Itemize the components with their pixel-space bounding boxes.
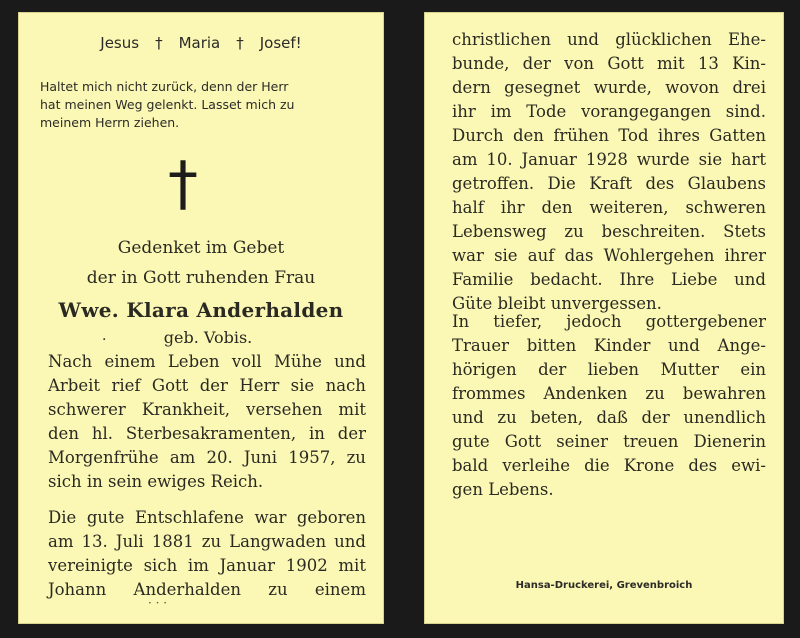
memorial-heading: Gedenket im Gebet [117,238,285,258]
verse-line: hat meinen Weg gelenkt. Lasset mich zu [40,97,295,112]
text-line: frommes Andenken zu bewahren [452,384,766,403]
holy-name: Maria [178,34,221,52]
text-line: Güte bleibt unvergessen. [452,294,662,313]
text-line: Durch den frühen Tod ihres Gatten [452,126,766,145]
memorial-subheading: der in Gott ruhenden Frau [86,268,316,288]
memorial-card-front [18,12,384,624]
memorial-card-back [424,12,784,624]
verse-line: Haltet mich nicht zurück, denn der Herr [40,79,289,94]
text-line: In tiefer, jedoch gottergebener [452,312,766,331]
text-line: bunde, der von Gott mit 13 Kin- [452,54,766,73]
text-line: den hl. Sterbesakramenten, in der [48,424,366,443]
text-line: christlichen und glücklichen Ehe- [452,30,766,49]
text-line: Lebensweg zu beschreiten. Stets [452,222,766,241]
holy-name: Josef! [259,34,302,52]
text-line: getroffen. Die Kraft des Glaubens [452,174,766,193]
text-line: Morgenfrühe am 20. Juni 1957, zu [48,448,366,467]
text-line: Familie bedacht. Ihre Liebe und [452,270,766,289]
obituary-paragraph-4 [452,310,766,502]
verse-line: meinem Herrn ziehen. [40,115,180,130]
text-line: dern gesegnet wurde, wovon drei [452,78,766,97]
text-line: und zu beten, daß der unendlich [452,408,766,427]
text-line: bald verleihe die Krone des ewi- [452,456,766,475]
printer-imprint: Hansa-Druckerei, Grevenbroich [515,580,693,591]
maiden-name: geb. Vobis. [163,328,253,347]
text-line: Arbeit rief Gott der Herr sie nach [48,376,366,395]
text-line: schwerer Krankheit, versehen mit [48,400,366,419]
cross-symbol: † [236,34,244,52]
text-line: Die gute Entschlafene war geboren [48,508,366,527]
decorative-mark: · · · [148,596,168,610]
decorative-dot: · [102,332,107,348]
deceased-name: Wwe. Klara Anderhalden [58,298,344,322]
text-line: half ihr den weiteren, schweren [452,198,766,217]
text-line: sich in sein ewiges Reich. [48,472,264,491]
text-line: Trauer bitten Kinder und Ange- [452,336,766,355]
text-line: gute Gott seiner treuen Dienerin [452,432,766,451]
obituary-paragraph-2 [48,506,366,602]
cross-icon: † [168,149,198,219]
holy-names-header [18,34,384,52]
text-line: hörigen der lieben Mutter ein [452,360,766,379]
text-line: ihr im Tode vorangegangen sind. [452,102,766,121]
text-line: gen Lebens. [452,480,554,499]
obituary-paragraph-1 [48,350,366,494]
holy-name: Jesus [100,34,140,52]
text-line: Nach einem Leben voll Mühe und [48,352,366,371]
text-line: vereinigte sich im Januar 1902 mit [48,556,366,575]
text-line: war sie auf das Wohlergehen ihrer [452,246,766,265]
text-line: Johann Anderhalden zu einem [48,580,366,599]
text-line: am 10. Januar 1928 wurde sie hart [452,150,766,169]
obituary-paragraph-3 [452,28,766,316]
scripture-verse [40,78,370,132]
text-line: am 13. Juli 1881 zu Langwaden und [48,532,366,551]
cross-symbol: † [155,34,163,52]
